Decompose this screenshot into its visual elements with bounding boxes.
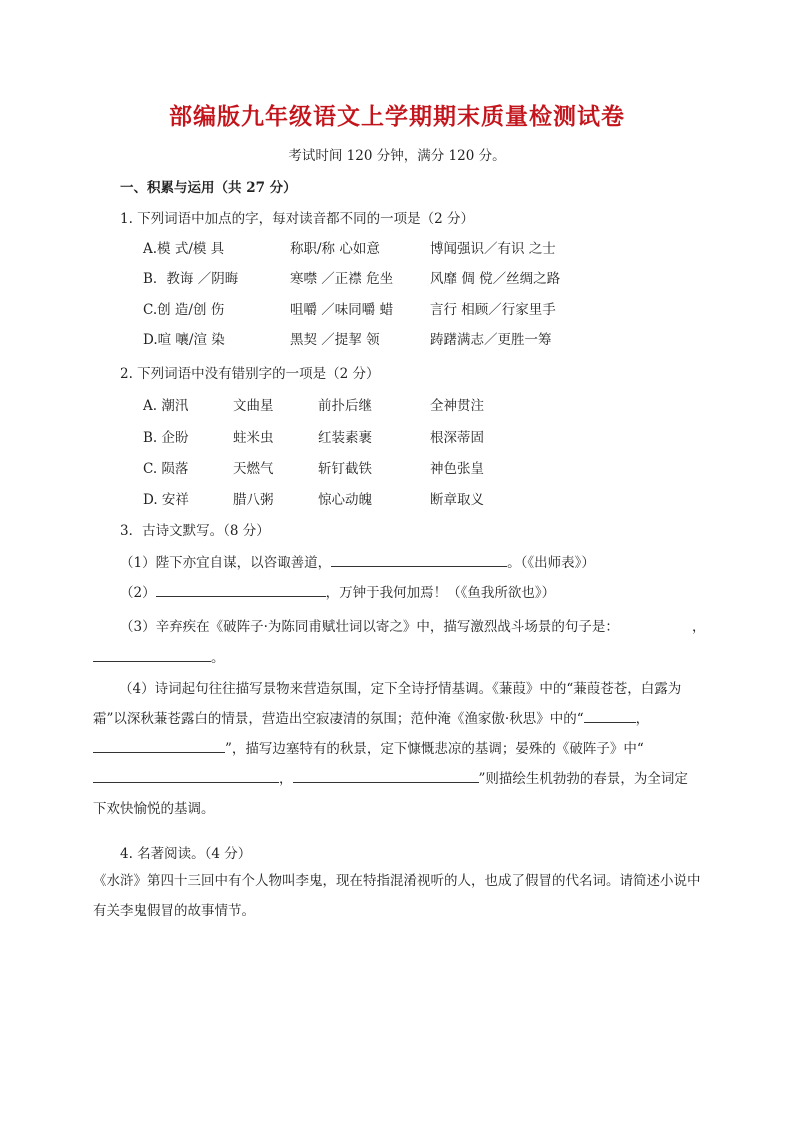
q3-part-4 bbox=[93, 674, 701, 824]
q2-option-b-col1: B. 企盼 bbox=[143, 430, 189, 446]
q3-part-4-text-b: ， bbox=[635, 711, 650, 727]
q1-stem: 1. 下列词语中加点的字，每对读音都不同的一项是（2 分） bbox=[120, 211, 475, 227]
q1-option-d-col1: D.喧 嚷/渲 染 bbox=[143, 332, 225, 348]
q4-paragraph bbox=[93, 866, 701, 926]
q1-option-d-col2: 黑契 ／提挈 领 bbox=[290, 332, 380, 348]
q3-line-2-label: （2） bbox=[120, 585, 156, 601]
answer-blank[interactable] bbox=[293, 768, 479, 783]
q3-stem: 3．古诗文默写。（8 分） bbox=[120, 523, 270, 539]
page-title: 部编版九年级语文上学期期末质量检测试卷 bbox=[169, 104, 625, 130]
q3-part-4-text-e: ”则描绘生机勃勃的春景，为全词定下欢快愉悦的基调。 bbox=[93, 771, 688, 817]
q2-option-b-col4: 根深蒂固 bbox=[430, 430, 484, 446]
q1-option-c-col1: C.创 造/创 伤 bbox=[143, 302, 225, 318]
q3-line-3-cont bbox=[93, 646, 225, 666]
answer-blank[interactable] bbox=[93, 768, 279, 783]
q3-line-2-source: ，万钟于我何加焉！（《鱼我所欲也》） bbox=[325, 585, 556, 601]
q3-part-4-text-c: ”，描写边塞特有的秋景，定下慷慨悲凉的基调；晏殊的《破阵子》中“ bbox=[225, 741, 644, 757]
q3-line-3: （3）辛弃疾在《破阵子·为陈同甫赋壮词以寄之》中，描写激烈战斗场景的句子是： bbox=[120, 619, 619, 635]
q2-stem: 2. 下列词语中没有错别字的一项是（2 分） bbox=[120, 366, 380, 382]
q3-part-4-text-d: ， bbox=[279, 771, 293, 787]
q4-paragraph-text: 《水浒》第四十三回中有个人物叫李鬼，现在特指混淆视听的人，也成了假冒的代名词。请简述小说中有关李鬼假冒的故事情节。 bbox=[93, 873, 701, 919]
q2-option-b-col3: 红装素裹 bbox=[318, 430, 372, 446]
q2-option-c-col4: 神色张皇 bbox=[430, 461, 484, 477]
q2-option-c-col1: C. 陨落 bbox=[143, 461, 189, 477]
section-heading: 一、积累与运用（共 27 分） bbox=[120, 180, 297, 196]
q3-line-1-text: （1）陛下亦宜自谋，以咨诹善道， bbox=[120, 555, 332, 571]
answer-blank[interactable] bbox=[331, 552, 507, 567]
q2-option-a-col4: 全神贯注 bbox=[430, 398, 484, 414]
q2-option-c-col2: 天燃气 bbox=[233, 461, 274, 477]
q2-option-d-col1: D. 安祥 bbox=[143, 492, 189, 508]
answer-blank[interactable] bbox=[93, 738, 225, 753]
q3-line-1 bbox=[120, 551, 595, 571]
q1-option-b-col2: 寒噤 ／正襟 危坐 bbox=[290, 271, 394, 287]
q2-option-d-col4: 断章取义 bbox=[430, 492, 484, 508]
q3-part-4-text-a: （4）诗词起句往往描写景物来营造氛围，定下全诗抒情基调。《蒹葭》中的“蒹葭苍苍，白露为霜”以深秋蒹苍露白的情景，营造出空寂凄清的氛围；范仲淹《渔家傲·秋思》中的“ bbox=[93, 681, 682, 727]
q2-option-a-col2: 文曲星 bbox=[233, 398, 274, 414]
q2-option-c-col3: 斩钉截铁 bbox=[318, 461, 372, 477]
q1-option-c-col3: 言行 相顾／行家里手 bbox=[430, 302, 556, 318]
answer-blank[interactable] bbox=[93, 647, 211, 662]
q1-option-d-col3: 踌躇满志／更胜一筹 bbox=[430, 332, 552, 348]
q2-option-d-col2: 腊八粥 bbox=[233, 492, 274, 508]
answer-blank[interactable] bbox=[156, 582, 326, 597]
q2-option-a-col3: 前扑后继 bbox=[318, 398, 372, 414]
q3-line-3-end: 。 bbox=[211, 650, 225, 666]
q3-line-1-source: 。（《出师表》） bbox=[507, 555, 595, 571]
q1-option-a-col2: 称职/称 心如意 bbox=[290, 241, 380, 257]
q1-option-a-col3: 博闻强识／有识 之士 bbox=[430, 241, 556, 257]
answer-blank[interactable] bbox=[584, 708, 636, 723]
q3-line-3-comma: ， bbox=[692, 619, 706, 635]
q2-option-d-col3: 惊心动魄 bbox=[318, 492, 372, 508]
q1-option-b-col1: B．教诲 ／阴晦 bbox=[143, 271, 239, 287]
exam-info: 考试时间 120 分钟，满分 120 分。 bbox=[288, 148, 506, 164]
q1-option-a-col1: A.模 式/模 具 bbox=[143, 241, 225, 257]
q2-option-b-col2: 蛀米虫 bbox=[233, 430, 274, 446]
q3-line-2 bbox=[120, 581, 555, 601]
q1-option-b-col3: 风靡 倜 傥／丝绸之路 bbox=[430, 271, 561, 287]
q2-option-a-col1: A. 潮汛 bbox=[143, 398, 189, 414]
q1-option-c-col2: 咀嚼 ／味同嚼 蜡 bbox=[290, 302, 394, 318]
q4-stem: 4. 名著阅读。（4 分） bbox=[120, 846, 252, 862]
